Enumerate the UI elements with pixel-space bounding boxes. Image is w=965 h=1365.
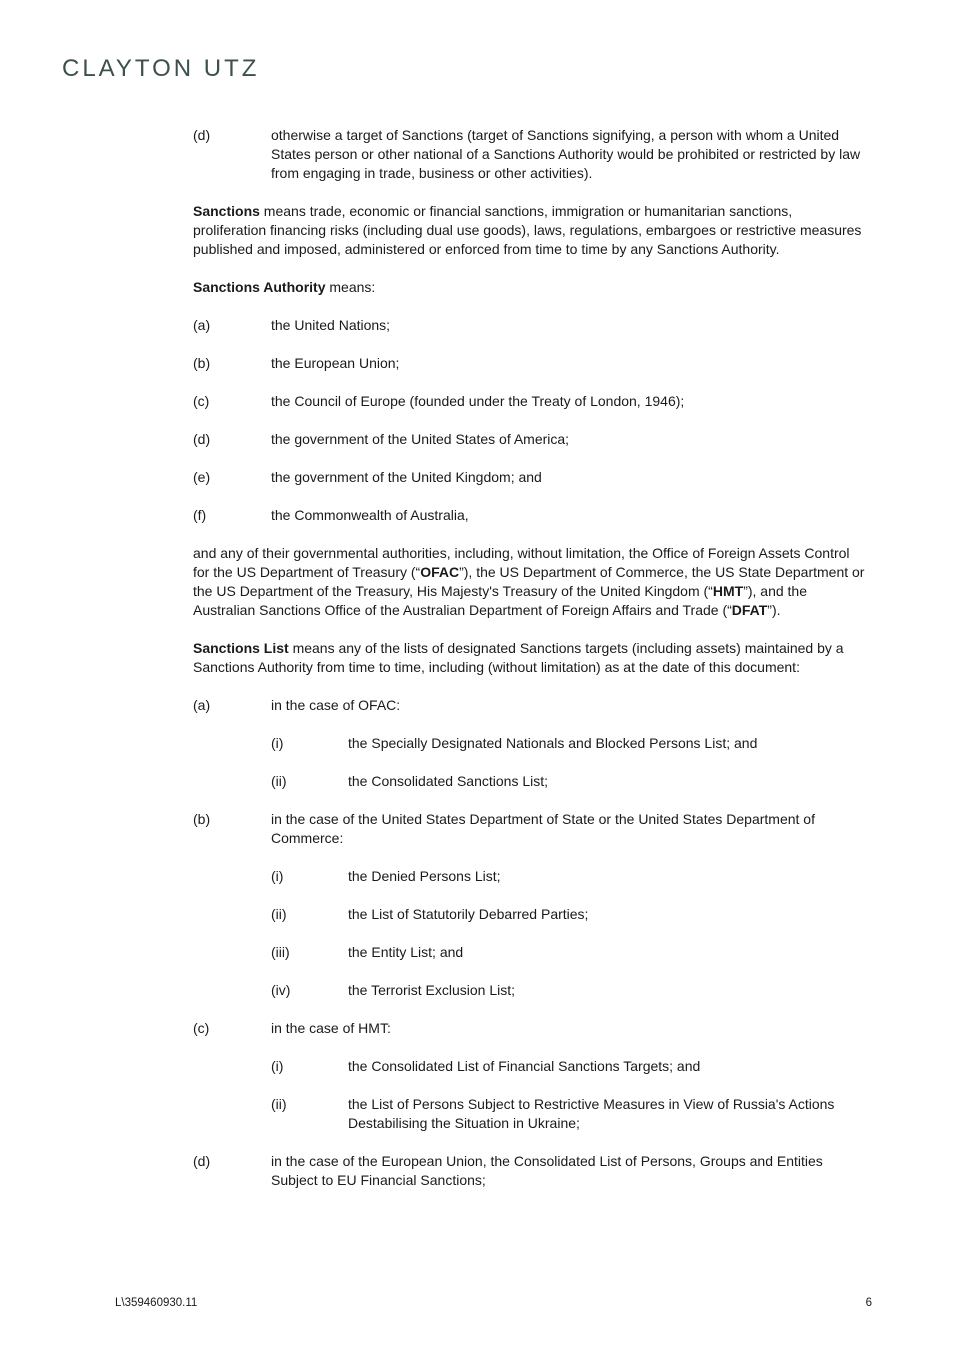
list-item-text: [271, 392, 869, 411]
text-run: ”), the US Department of Commerce, the US State Department or the US Department of the Treasury, His Majesty's Treasury of the United Kingdom (“: [193, 564, 865, 599]
list-item-label: (i): [271, 735, 284, 751]
document-body: [193, 126, 869, 1209]
paragraph-text: [193, 203, 861, 257]
list-item-label: (c): [193, 1020, 210, 1036]
list-item-label: (ii): [271, 1096, 287, 1112]
list-item-label: (a): [193, 317, 211, 333]
list-item-text: [348, 1057, 869, 1076]
text-run: the List of Statutorily Debarred Parties;: [348, 906, 589, 922]
text-run: and any of their governmental authorities, including, without limitation, the Office of Foreign Assets Control for the US Department of Treasury (“: [193, 545, 850, 580]
list-item-text: [271, 810, 869, 848]
list-item-level-1: [193, 316, 869, 335]
text-run: the European Union;: [271, 355, 400, 371]
paragraph: [193, 639, 869, 677]
text-run: the Terrorist Exclusion List;: [348, 982, 516, 998]
text-run: otherwise a target of Sanctions (target of Sanctions signifying, a person with whom a United States person or other national of a Sanctions Authority would be prohibited or restricted by law from engaging in trade, business or other activities).: [271, 127, 861, 181]
list-item-label: (a): [193, 697, 211, 713]
list-item-level-1: [193, 392, 869, 411]
text-run: means trade, economic or financial sanctions, immigration or humanitarian sanctions, proliferation financing risks (including dual use goods), laws, regulations, embargoes or restrictive measures published and imposed, administered or enforced from time to time by any Sanctions Authority.: [193, 203, 862, 257]
list-item-label: (f): [193, 507, 207, 523]
list-item-label: (iii): [271, 944, 290, 960]
list-item-level-1: [193, 506, 869, 525]
list-item-label: (i): [271, 1058, 284, 1074]
paragraph: [193, 202, 869, 259]
paragraph: [193, 278, 869, 297]
list-item-text: [271, 696, 869, 715]
text-run: ”).: [767, 602, 781, 618]
list-item-level-1: [193, 430, 869, 449]
list-item-label: (d): [193, 431, 211, 447]
paragraph-text: [193, 545, 864, 618]
text-run: means:: [325, 279, 376, 295]
bold-term: Sanctions Authority: [193, 279, 326, 295]
list-item-text: [271, 354, 869, 373]
list-item-label: (b): [193, 811, 211, 827]
list-item-text: [348, 905, 869, 924]
list-item-text: [271, 126, 869, 183]
text-run: means any of the lists of designated Sanctions targets (including assets) maintained by a Sanctions Authority from time to time, including (without limitation) as at the date of this document:: [193, 640, 844, 675]
list-item-text: [348, 981, 869, 1000]
list-item-text: [348, 772, 869, 791]
text-run: the Council of Europe (founded under the Treaty of London, 1946);: [271, 393, 685, 409]
text-run: ”), and the Australian Sanctions Office of the Australian Department of Foreign Affairs and Trade (“: [193, 583, 808, 618]
text-run: the Commonwealth of Australia,: [271, 507, 469, 523]
text-run: in the case of OFAC:: [271, 697, 401, 713]
list-item-level-2: [193, 943, 869, 962]
list-item-label: (c): [193, 393, 210, 409]
page-number: 6: [865, 1297, 872, 1309]
list-item-level-1: [193, 354, 869, 373]
list-item-text: [348, 1095, 869, 1133]
list-item-label: (i): [271, 868, 284, 884]
paragraph: [193, 544, 869, 620]
text-run: in the case of the United States Department of State or the United States Department of Commerce:: [271, 811, 815, 846]
bold-term: DFAT: [731, 602, 768, 618]
list-item-level-2: [193, 734, 869, 753]
list-item-text: [271, 316, 869, 335]
bold-term: OFAC: [420, 564, 460, 580]
document-reference: L\359460930.11: [115, 1297, 198, 1309]
list-item-text: [348, 943, 869, 962]
list-item-label: (iv): [271, 982, 291, 998]
bold-term: Sanctions List: [193, 640, 289, 656]
text-run: the government of the United Kingdom; and: [271, 469, 542, 485]
text-run: the Consolidated List of Financial Sanctions Targets; and: [348, 1058, 701, 1074]
text-run: the Denied Persons List;: [348, 868, 501, 884]
list-item-label: (b): [193, 355, 211, 371]
list-item-level-2: [193, 1095, 869, 1133]
list-item-text: [271, 1019, 869, 1038]
list-item-text: [271, 506, 869, 525]
list-item-level-1: [193, 810, 869, 848]
bold-term: Sanctions: [193, 203, 260, 219]
text-run: the Entity List; and: [348, 944, 464, 960]
text-run: in the case of the European Union, the Consolidated List of Persons, Groups and Entities Subject to EU Financial Sanctions;: [271, 1153, 823, 1188]
list-item-text: [271, 430, 869, 449]
list-item-level-2: [193, 772, 869, 791]
list-item-level-2: [193, 981, 869, 1000]
text-run: the Specially Designated Nationals and Blocked Persons List; and: [348, 735, 758, 751]
list-item-level-2: [193, 905, 869, 924]
list-item-text: [271, 468, 869, 487]
text-run: the Consolidated Sanctions List;: [348, 773, 549, 789]
list-item-text: [271, 1152, 869, 1190]
page-footer: [115, 1296, 872, 1311]
list-item-label: (d): [193, 1153, 211, 1169]
list-item-level-1: [193, 468, 869, 487]
list-item-level-1: [193, 1019, 869, 1038]
list-item-level-1: [193, 126, 869, 183]
paragraph-text: [193, 640, 844, 675]
list-item-text: [348, 734, 869, 753]
bold-term: HMT: [712, 583, 744, 599]
list-item-level-2: [193, 867, 869, 886]
list-item-label: (ii): [271, 773, 287, 789]
text-run: the List of Persons Subject to Restrictive Measures in View of Russia's Actions Destabilising the Situation in Ukraine;: [348, 1096, 835, 1131]
text-run: in the case of HMT:: [271, 1020, 391, 1036]
list-item-label: (ii): [271, 906, 287, 922]
list-item-level-1: [193, 1152, 869, 1190]
list-item-level-1: [193, 696, 869, 715]
clayton-utz-logo: CLAYTON UTZ: [62, 55, 260, 82]
list-item-text: [348, 867, 869, 886]
text-run: the government of the United States of America;: [271, 431, 570, 447]
paragraph-text: [193, 279, 375, 295]
list-item-label: (e): [193, 469, 211, 485]
list-item-level-2: [193, 1057, 869, 1076]
list-item-label: (d): [193, 127, 211, 143]
text-run: the United Nations;: [271, 317, 391, 333]
